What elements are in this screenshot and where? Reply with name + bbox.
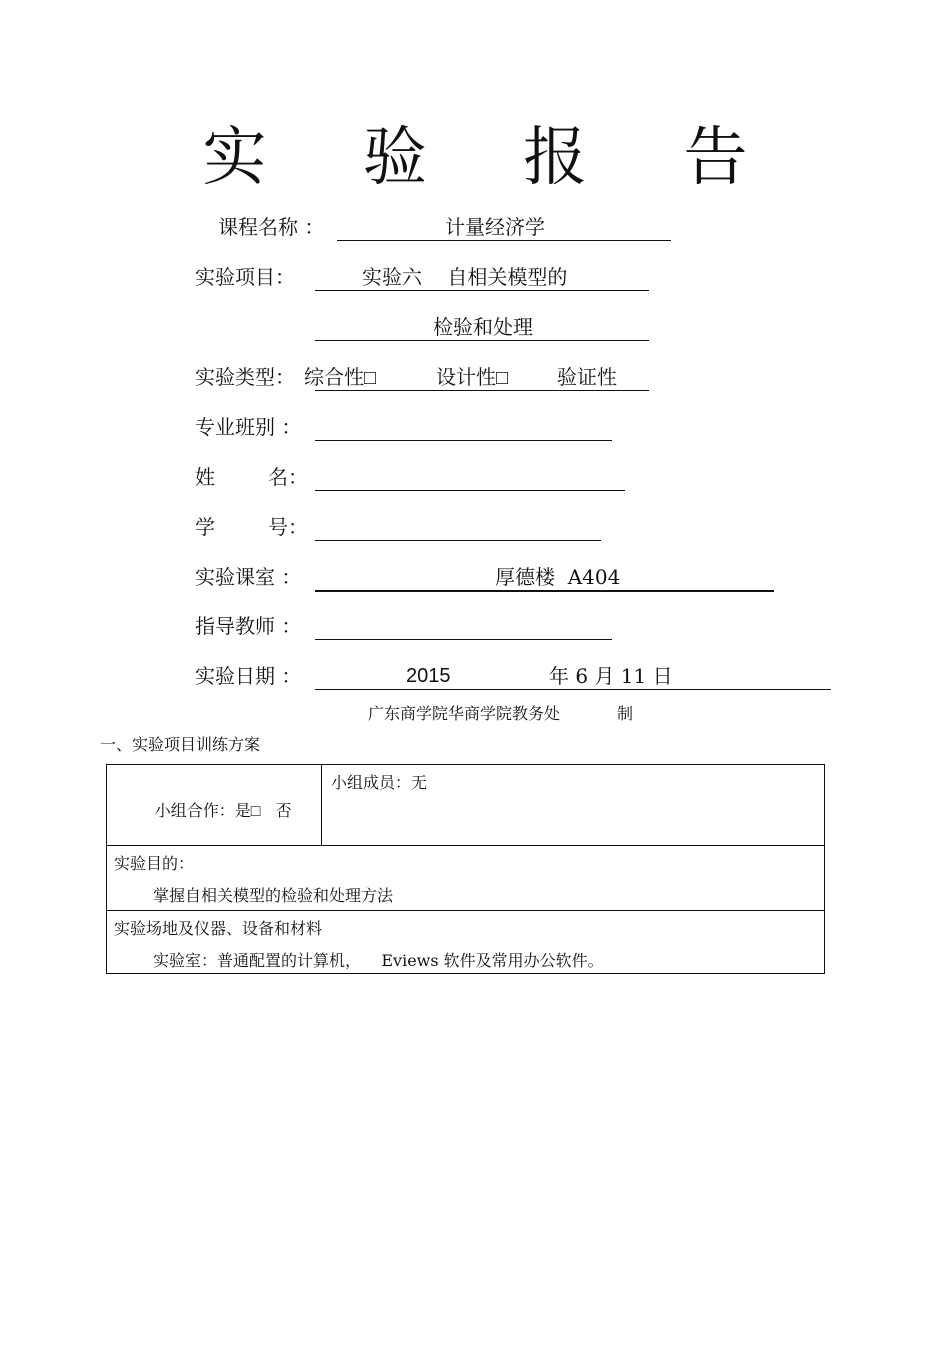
equipment-text-a: 实验室：普通配置的计算机， bbox=[153, 951, 362, 970]
checkbox-design[interactable]: □ bbox=[496, 367, 509, 389]
student-id-label-char2: 号： bbox=[268, 515, 308, 539]
room-value bbox=[495, 564, 620, 590]
project-field-line2[interactable] bbox=[315, 314, 649, 341]
major-class-label: 专业班别 ： bbox=[195, 415, 302, 439]
group-work-yes-checkbox[interactable]: □ bbox=[250, 803, 261, 820]
type-option-verify[interactable]: 验证性 bbox=[557, 365, 617, 389]
type-field bbox=[304, 364, 649, 391]
date-field[interactable] bbox=[315, 663, 831, 690]
name-label-char1: 姓 bbox=[195, 465, 215, 489]
equipment-cell bbox=[107, 911, 825, 974]
purpose-label: 实验目的： bbox=[114, 854, 195, 873]
credit-org: 广东商学院华商学院教务处 bbox=[368, 704, 561, 723]
group-work-label: 小组合作：是 bbox=[154, 801, 251, 820]
equipment-text-b: Eviews 软件及常用办公软件。 bbox=[381, 951, 604, 970]
instructor-field[interactable] bbox=[315, 613, 612, 640]
type-option-comprehensive-label: 综合性 bbox=[304, 365, 364, 389]
group-work-no[interactable]: 否 bbox=[275, 801, 292, 820]
type-option-design-label: 设计性 bbox=[436, 365, 496, 389]
course-label: 课程名称 ： bbox=[218, 215, 325, 239]
name-label-char2: 名： bbox=[268, 465, 308, 489]
type-option-comprehensive[interactable] bbox=[304, 364, 376, 391]
equipment-label: 实验场地及仪器、设备和材料 bbox=[114, 919, 323, 938]
room-field[interactable] bbox=[315, 564, 774, 592]
date-label: 实验日期 ： bbox=[195, 664, 302, 688]
members-cell bbox=[322, 765, 825, 846]
report-title: 实 验 报 告 bbox=[202, 121, 786, 195]
type-label: 实验类型： bbox=[195, 365, 295, 389]
student-id-label-char1: 学 bbox=[195, 515, 215, 539]
name-field[interactable] bbox=[315, 464, 625, 491]
instructor-label: 指导教师 ： bbox=[195, 614, 302, 638]
course-field[interactable] bbox=[337, 214, 671, 241]
project-label: 实验项目： bbox=[195, 265, 295, 289]
checkbox-comprehensive[interactable]: □ bbox=[364, 367, 377, 389]
section-heading: 一、实验项目训练方案 bbox=[100, 735, 261, 754]
purpose-cell bbox=[107, 846, 825, 911]
course-value: 计量经济学 bbox=[445, 215, 545, 239]
purpose-text: 掌握自相关模型的检验和处理方法 bbox=[153, 886, 394, 905]
project-value-line1: 实验六 自相关模型的 bbox=[362, 265, 568, 289]
major-class-field[interactable] bbox=[315, 414, 612, 441]
room-label: 实验课室 ： bbox=[195, 565, 302, 589]
project-field-line1[interactable] bbox=[315, 264, 649, 291]
date-month-day: 年 6 月 11 日 bbox=[549, 664, 673, 688]
type-option-design[interactable] bbox=[436, 364, 508, 391]
members-text: 小组成员：无 bbox=[331, 773, 428, 792]
room-value-text: 厚德楼 A404 bbox=[495, 565, 621, 589]
date-year: 2015 bbox=[406, 665, 451, 687]
project-value-line2: 检验和处理 bbox=[433, 315, 533, 339]
group-work-cell bbox=[107, 765, 322, 846]
credit-made: 制 bbox=[617, 704, 634, 723]
student-id-field[interactable] bbox=[315, 514, 601, 541]
plan-table bbox=[106, 764, 825, 974]
